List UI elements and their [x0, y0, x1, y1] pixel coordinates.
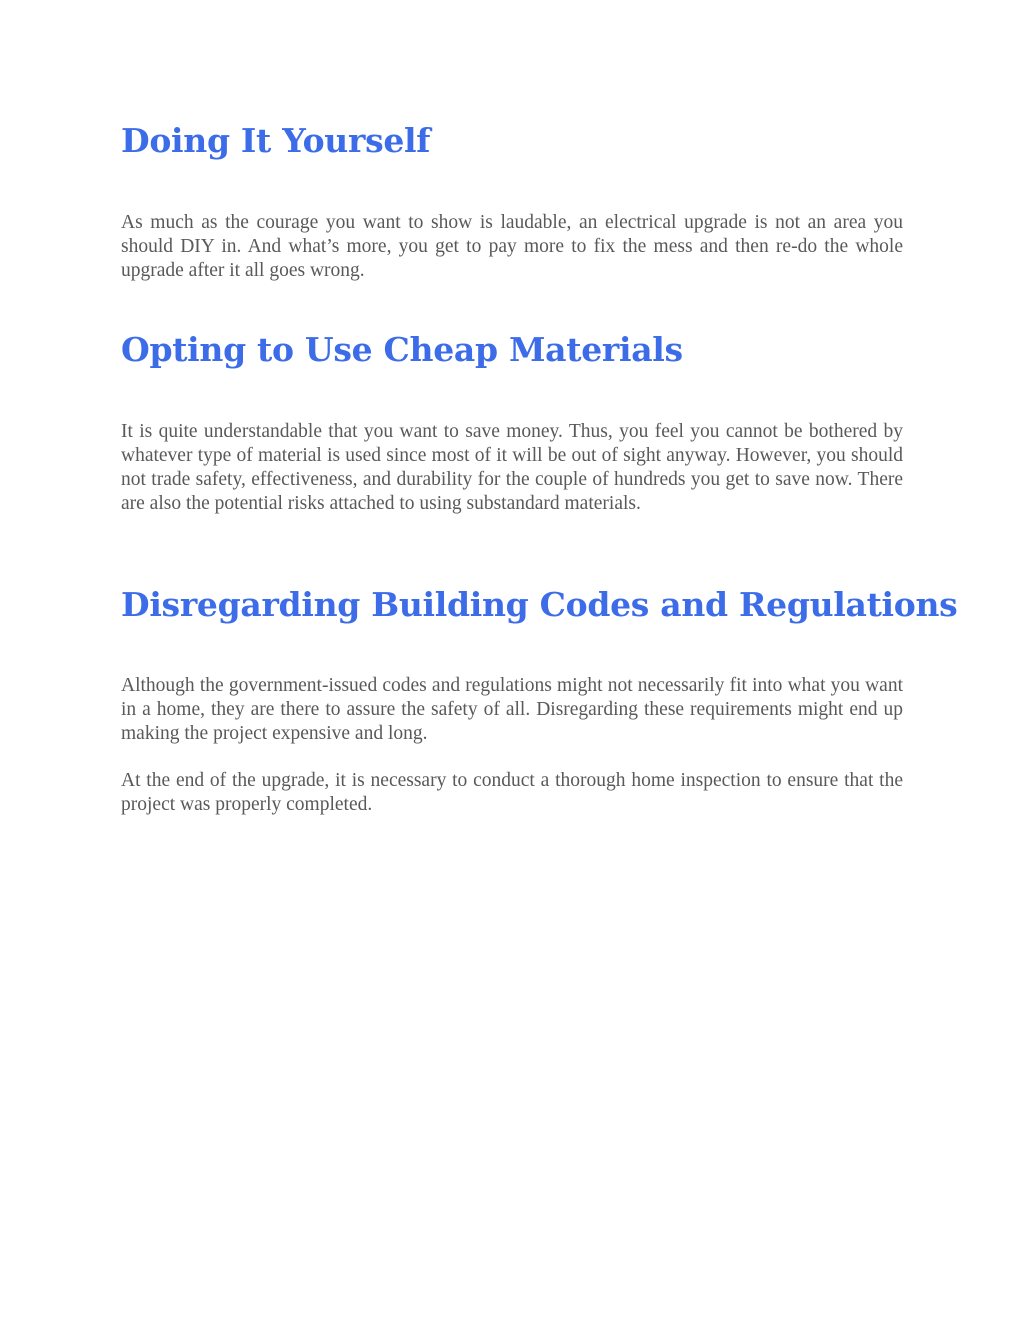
section-heading-building-codes: Disregarding Building Codes and Regulations — [121, 585, 958, 624]
section-paragraph: At the end of the upgrade, it is necessary to conduct a thorough home inspection to ensure that the project was properly completed. — [121, 770, 903, 815]
section-heading-doing-it-yourself: Doing It Yourself — [121, 121, 431, 160]
section-paragraph: Although the government-issued codes and regulations might not necessarily fit into what you want in a home, they are there to assure the safety of all. Disregarding these requirements might end up making the project expensive and long. — [121, 675, 903, 744]
section-paragraph: It is quite understandable that you want to save money. Thus, you feel you cannot be bothered by whatever type of material is used since most of it will be out of sight anyway. However, you should not trade safety, effectiveness, and durability for the couple of hundreds you get to save now. There are also the potential risks attached to using substandard materials. — [121, 421, 903, 514]
section-heading-cheap-materials: Opting to Use Cheap Materials — [121, 330, 683, 369]
section-paragraph: As much as the courage you want to show is laudable, an electrical upgrade is not an area you should DIY in. And what’s more, you get to pay more to fix the mess and then re-do the whole upgrade after it all goes wrong. — [121, 212, 903, 281]
